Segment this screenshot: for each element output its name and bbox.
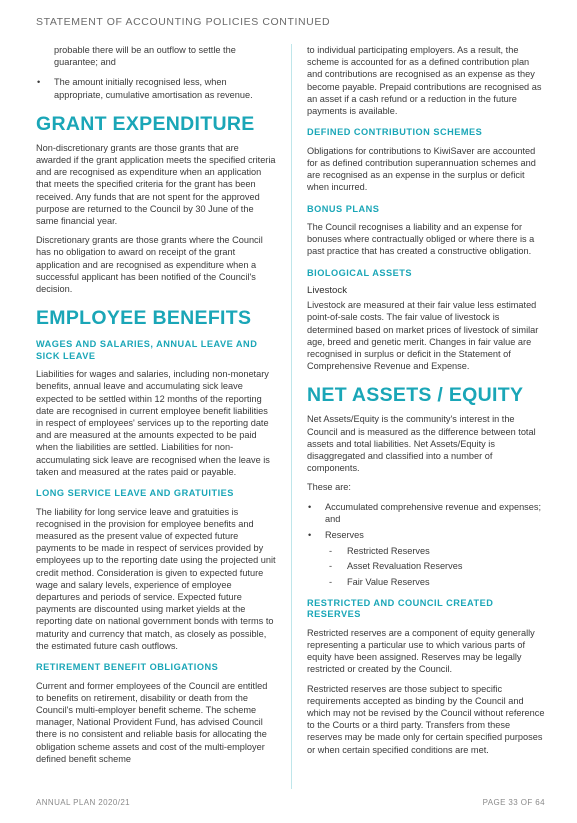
these-are-text: These are: [307, 482, 351, 493]
long-service-heading: LONG SERVICE LEAVE AND GRATUITIES [36, 488, 234, 499]
column-divider [291, 44, 292, 789]
defined-contribution-paragraph: Obligations for contributions to KiwiSaver are accounted for as defined contribution superannuation schemes and are recognised as an expense in the surplus or deficit when incurred. [307, 145, 536, 193]
livestock-paragraph: Livestock are measured at their fair value less estimated point-of-sale costs. The fair value of livestock is determined based on market prices of livestock of similar age, breed and genetic merit. Changes in fair value are recognised in surplus or deficit in the Statement of Comprehensive Revenue and Expense. [307, 300, 539, 372]
running-header: STATEMENT OF ACCOUNTING POLICIES CONTINUED [36, 16, 331, 28]
sub-list-item: - Fair Value Reserves [307, 576, 547, 588]
grant-paragraph-2: Discretionary grants are those grants where the Council has no obligation to award on receipt of the grant application and are recognised as expenditure when a successful applicant has been notified of the Council's decision. [36, 235, 263, 295]
list-item: • Reserves [307, 529, 547, 541]
long-service-paragraph: The liability for long service leave and gratuities is recognised in the provision for employee benefits and measured as the present value of expected future payments to be made in respect of services provided by employees up to the reporting date using the projected unit credit method. Consideration is given to expected future wage and salary levels, experience of employee departures and periods of service. Expected future payments are discounted using market yields at the reporting date on national government bonds with terms to maturity and currency that match, as closely as possible, the estimated future cash outflows. [36, 506, 276, 651]
restricted-reserves-heading: RESTRICTED AND COUNCIL CREATED RESERVES [307, 597, 494, 620]
equity-components-list [307, 501, 547, 588]
employee-benefits-heading: EMPLOYEE BENEFITS [36, 307, 252, 330]
intro-list [36, 44, 276, 101]
net-assets-equity-heading: NET ASSETS / EQUITY [307, 384, 524, 407]
grant-expenditure-heading: GRANT EXPENDITURE [36, 112, 255, 135]
footer-document-title: ANNUAL PLAN 2020/21 [36, 798, 131, 807]
intro-bullet-continuation: probable there will be an outflow to settle the guarantee; and [54, 45, 236, 68]
wages-heading: WAGES AND SALARIES, ANNUAL LEAVE AND SICK LEAVE [36, 339, 258, 361]
retirement-continuation: to individual participating employers. As a result, the scheme is accounted for as a defined contribution plan and contributions are recognised as an expense as they become payable. Prepaid contributions are recognised as an asset if a cash refund or a reduction in the future payments is available. [307, 45, 542, 117]
grant-paragraph-1: Non-discretionary grants are those grants that are awarded if the grant application meets the specified criteria and are recognised as expenditure when an application that meets the specified criteria for the grant has been received. Any funds that are not spent for the approved purpose are returned to the Council by 30 June of the same financial year. [36, 142, 276, 227]
wages-paragraph: Liabilities for wages and salaries, including non-monetary benefits, annual leave and accumulating sick leave expected to be settled within 12 months of the reporting date are recognised in current employee benefit liabilities in respect of employees' services up to the reporting date and are measured at the amounts expected to be paid when the liabilities are settled. Liabilities for non-accumulating sick leave are recognised when the leave is taken and measured at the rates paid or payable. [36, 369, 270, 477]
right-column [307, 44, 547, 763]
retirement-paragraph: Current and former employees of the Council are entitled to benefits on retirement, disability or death from the Council's multi-employer benefit scheme. The scheme manager, National Provident Fund, has advised Council there is no consistent and reliable basis for allocating the obligation scheme assets and cost of the multi-employer defined benefit scheme [36, 680, 268, 764]
restricted-reserves-paragraph-2: Restricted reserves are those subject to specific requirements accepted as binding by the Council and which may not be revised by the Council without reference to the Courts or a third party. Transfers from these reserves may be made only for certain specified purposes or when certain specified conditions are met. [307, 683, 545, 755]
intro-bullet: • The amount initially recognised less, when appropriate, cumulative amortisation as revenue. [36, 76, 276, 100]
bonus-plans-paragraph: The Council recognises a liability and an expense for bonuses where contractually obliged or where there is a past practice that has created a constructive obligation. [307, 222, 535, 257]
retirement-heading: RETIREMENT BENEFIT OBLIGATIONS [36, 662, 219, 673]
list-item: • Accumulated comprehensive revenue and expenses; and [307, 501, 547, 525]
footer-page-number: PAGE 33 OF 64 [482, 798, 545, 807]
sub-list-item: - Asset Revaluation Reserves [307, 560, 547, 572]
bonus-plans-heading: BONUS PLANS [307, 203, 380, 214]
equity-paragraph: Net Assets/Equity is the community's interest in the Council and is measured as the difference between total assets and total liabilities. Net Assets/Equity is disaggregated and classified into a number of components. [307, 414, 536, 474]
livestock-subheading: Livestock [307, 285, 347, 297]
restricted-reserves-paragraph-1: Restricted reserves are a component of equity generally representing a particular use to which various parts of equity have been assigned. Reserves may be legally restricted or created by the Council. [307, 627, 535, 675]
left-column [36, 44, 276, 772]
sub-list-item: - Restricted Reserves [307, 545, 547, 557]
defined-contribution-heading: DEFINED CONTRIBUTION SCHEMES [307, 127, 483, 138]
biological-assets-heading: BIOLOGICAL ASSETS [307, 267, 412, 278]
